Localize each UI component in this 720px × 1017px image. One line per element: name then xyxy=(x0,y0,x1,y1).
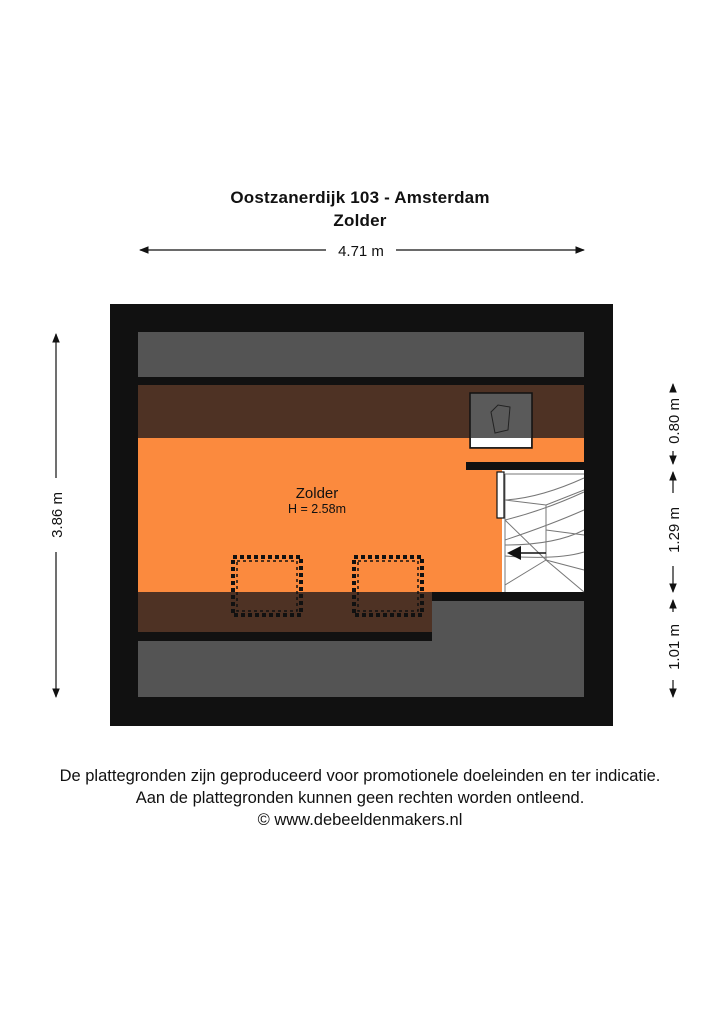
bottom-band-wall xyxy=(138,632,432,641)
depth-dimension-label: 3.86 m xyxy=(49,492,66,538)
room-height-label: H = 2.58m xyxy=(287,502,347,516)
right-middle-dimension-label: 1.29 m xyxy=(666,507,683,553)
copyright-link[interactable]: © www.debeeldenmakers.nl xyxy=(257,811,463,829)
right-dimensions xyxy=(666,384,683,697)
sloped-roof-band-bottom xyxy=(138,592,432,632)
right-bottom-dimension-label: 1.01 m xyxy=(666,624,683,670)
disclaimer-line-1: De plattegronden zijn geproduceerd voor promotionele doeleinden en ter indicatie. xyxy=(59,767,661,785)
low-ceiling-area-top xyxy=(138,332,584,377)
disclaimer-line-2: Aan de plattegronden kunnen geen rechten worden ontleend. xyxy=(135,789,585,807)
room-name-label: Zolder xyxy=(295,485,339,502)
depth-dimension xyxy=(49,334,66,697)
width-dimension xyxy=(140,243,584,260)
plan-address-title: Oostzanerdijk 103 - Amsterdam xyxy=(230,188,490,207)
width-dimension-label: 4.71 m xyxy=(338,243,384,260)
right-top-dimension-label: 0.80 m xyxy=(666,398,683,444)
plan-floor-title: Zolder xyxy=(333,211,387,230)
chimney-box xyxy=(470,393,532,448)
stair-handrail xyxy=(497,472,504,518)
